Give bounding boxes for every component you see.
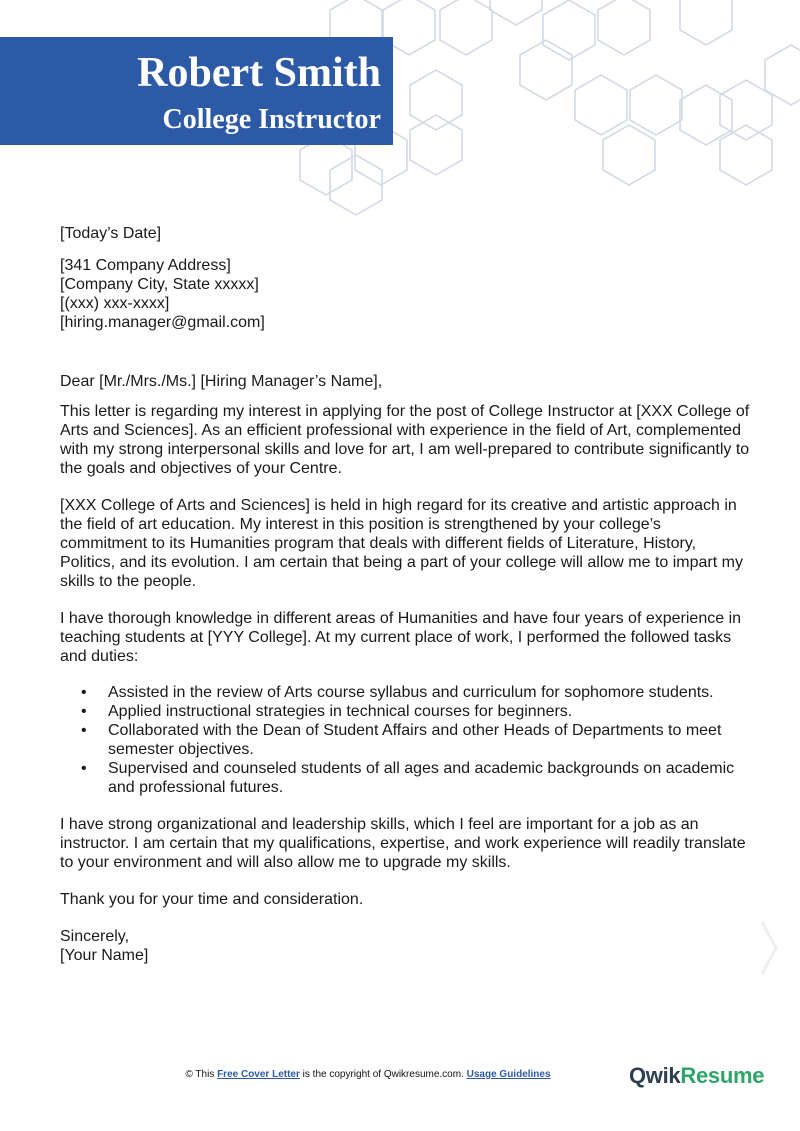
duties-list <box>60 683 750 797</box>
list-item: • Supervised and counseled students of all ages and academic backgrounds on academic and professional futures. <box>108 759 750 797</box>
job-title: College Instructor <box>162 104 381 135</box>
list-item: • Assisted in the review of Arts course syllabus and curriculum for sophomore students. <box>108 683 750 702</box>
letter-body <box>60 224 750 965</box>
qwikresume-logo <box>629 1063 764 1089</box>
recipient-address <box>60 256 750 332</box>
paragraph: [XXX College of Arts and Sciences] is held in high regard for its creative and artistic approach in the field of art education. My interest in this position is strengthened by your college’s commitment to its Humanities program that deals with different fields of Literature, History, Politics, and its evolution. I am certain that being a part of your college will allow me to impart my skills to the people. <box>60 497 743 590</box>
footer-middle: is the copyright of Qwikresume.com. <box>302 1069 464 1080</box>
address-line: [Company City, State xxxxx] <box>60 276 259 293</box>
signature-name: [Your Name] <box>60 947 149 964</box>
date-line: [Today’s Date] <box>60 225 162 242</box>
address-line: [(xxx) xxx-xxxx] <box>60 295 170 312</box>
paragraph: I have thorough knowledge in different areas of Humanities and have four years of experience in teaching students at [YYY College]. At my current place of work, I performed the followed tasks and duties: <box>60 610 742 665</box>
thanks-line: Thank you for your time and consideration. <box>60 891 364 908</box>
copyright-footer <box>0 1069 736 1080</box>
signature-block <box>60 927 750 965</box>
header-banner <box>0 37 393 145</box>
logo-part-resume: Resume <box>680 1063 765 1088</box>
usage-guidelines-link[interactable]: Usage Guidelines <box>466 1069 551 1080</box>
sign-off: Sincerely, <box>60 928 130 945</box>
footer-prefix: © This <box>185 1069 215 1080</box>
logo-part-qwik: Qwik <box>629 1063 681 1088</box>
paragraph: This letter is regarding my interest in applying for the post of College Instructor at [XXX College of Arts and Sciences]. As an efficient professional with experience in the field of Art, complemented with my strong interpersonal skills and love for art, I am well-prepared to contribute significantly to the goals and objectives of your Centre. <box>60 403 750 477</box>
list-item: • Collaborated with the Dean of Student Affairs and other Heads of Departments to meet semester objectives. <box>108 721 750 759</box>
list-item: • Applied instructional strategies in technical courses for beginners. <box>108 702 750 721</box>
address-line: [341 Company Address] <box>60 257 231 274</box>
free-cover-letter-link[interactable]: Free Cover Letter <box>217 1069 300 1080</box>
applicant-name: Robert Smith <box>137 50 381 96</box>
address-line: [hiring.manager@gmail.com] <box>60 314 265 331</box>
paragraph: I have strong organizational and leadership skills, which I feel are important for a job as an instructor. I am certain that my qualifications, expertise, and work experience will readily translate to your environment and will also allow me to upgrade my skills. <box>60 816 746 871</box>
salutation: Dear [Mr./Mrs./Ms.] [Hiring Manager’s Name], <box>60 373 383 390</box>
chevron-right-icon <box>760 920 778 976</box>
